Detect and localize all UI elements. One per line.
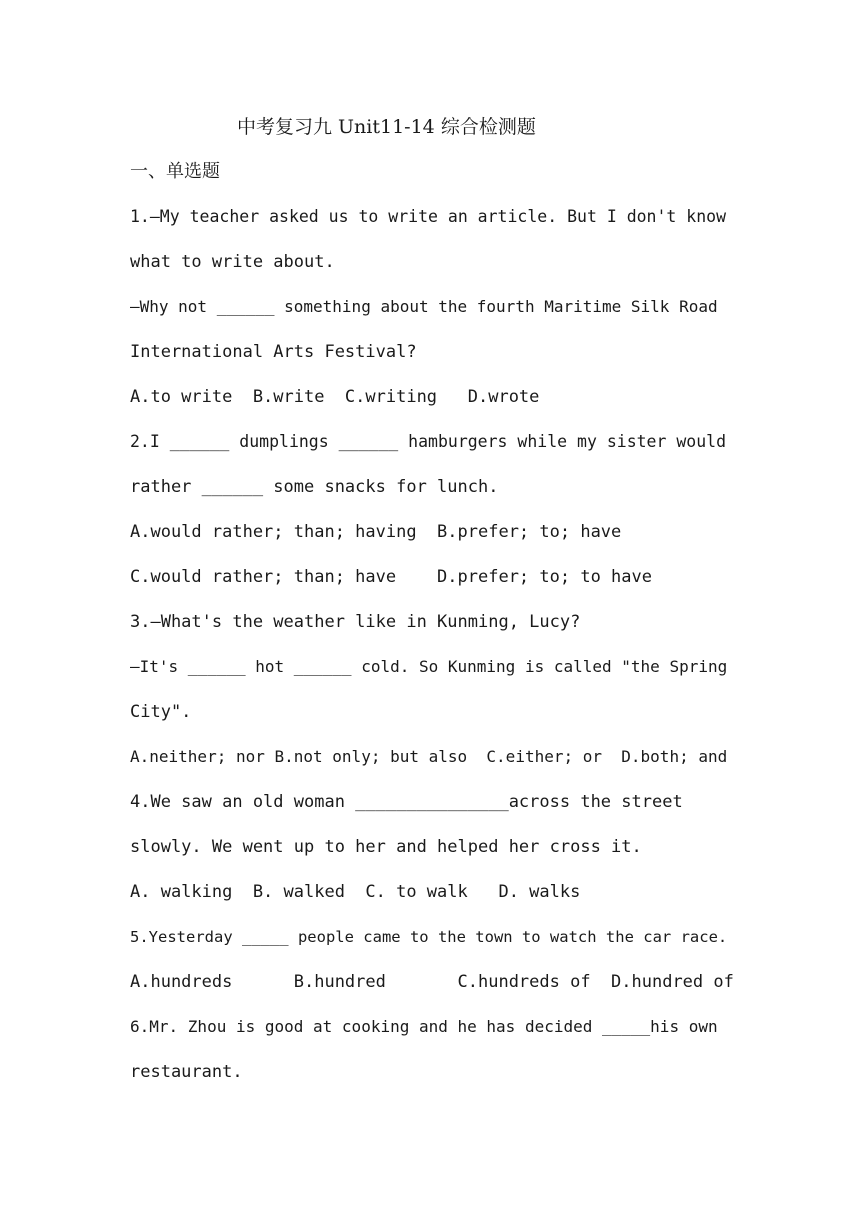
text-line: 2.I ______ dumplings ______ hamburgers while my sister would (130, 432, 727, 451)
text-line: 4.We saw an old woman _______________across the street (130, 792, 683, 812)
text-line: 6.Mr. Zhou is good at cooking and he has decided _____his own (130, 1017, 718, 1036)
text-line: slowly. We went up to her and helped her cross it. (130, 837, 642, 857)
text-line: rather ______ some snacks for lunch. (130, 477, 499, 497)
section-heading: 一、单选题 (130, 161, 220, 182)
answer-options: A. walking B. walked C. to walk D. walks (130, 882, 581, 902)
document-title: 中考复习九 Unit11-14 综合检测题 (237, 116, 536, 138)
text-line: 5.Yesterday _____ people came to the town to watch the car race. (130, 928, 728, 946)
text-line: 3.—What's the weather like in Kunming, Lucy? (130, 612, 581, 632)
text-line: —It's ______ hot ______ cold. So Kunming is called "the Spring (130, 657, 728, 676)
text-line: what to write about. (130, 252, 335, 272)
answer-options: A.hundreds B.hundred C.hundreds of D.hundred of (130, 972, 734, 992)
text-line: restaurant. (130, 1062, 243, 1082)
text-line: 1.—My teacher asked us to write an article. But I don't know (130, 207, 727, 226)
text-line: International Arts Festival? (130, 342, 417, 362)
text-line: —Why not ______ something about the fourth Maritime Silk Road (130, 297, 718, 316)
answer-options: A.would rather; than; having B.prefer; to; have (130, 522, 622, 542)
answer-options: A.to write B.write C.writing D.wrote (130, 387, 540, 407)
text-line: City". (130, 702, 192, 722)
answer-options: C.would rather; than; have D.prefer; to; to have (130, 567, 652, 587)
answer-options: A.neither; nor B.not only; but also C.either; or D.both; and (130, 747, 728, 766)
